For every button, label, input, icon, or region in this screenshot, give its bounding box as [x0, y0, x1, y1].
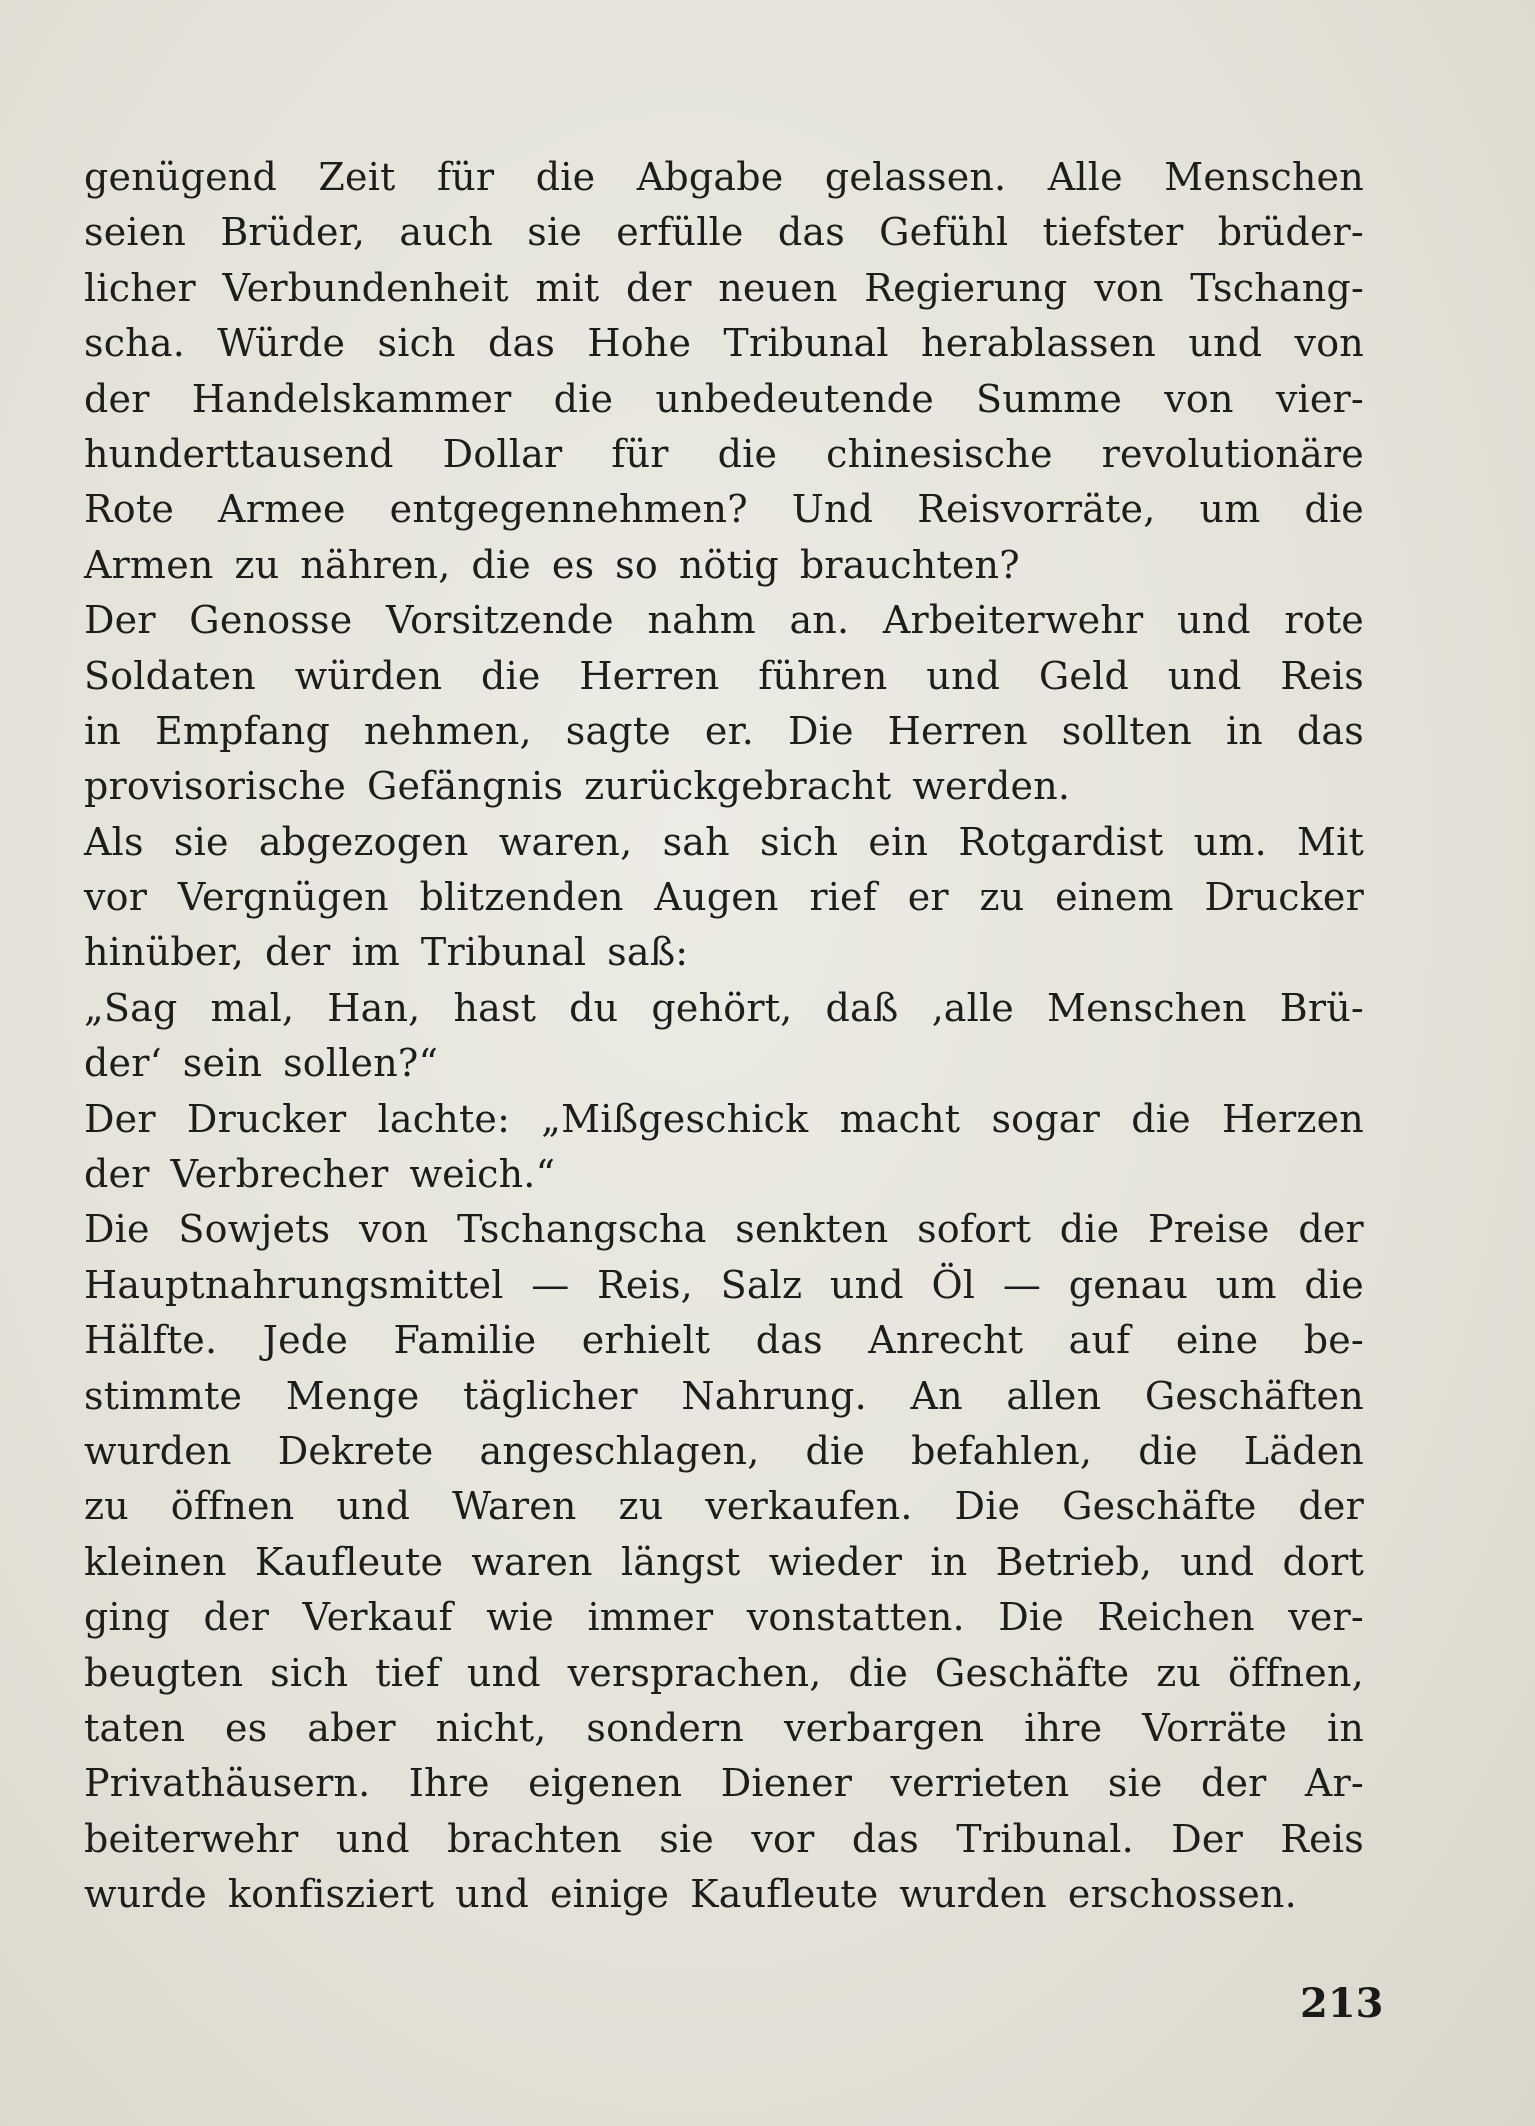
text-line [84, 1036, 1364, 1091]
word: nötig [678, 542, 779, 587]
word: die [481, 653, 541, 698]
word: Der [1171, 1816, 1243, 1861]
word: von [1164, 376, 1234, 421]
word: der‘ [84, 1041, 162, 1086]
word: saß: [607, 930, 689, 975]
word: Herren [887, 708, 1028, 753]
word: von [359, 1207, 429, 1252]
word: rief [809, 875, 878, 920]
word: Menschen [1047, 985, 1247, 1030]
word: Vorsitzende [385, 598, 614, 643]
word: einem [1055, 875, 1174, 920]
word: sie [659, 1816, 714, 1861]
word: es [551, 542, 595, 587]
word: vier- [1275, 376, 1364, 421]
word: sich [760, 819, 839, 864]
body-text [84, 150, 1364, 1923]
word: nähren, [300, 542, 451, 587]
word: die [805, 1428, 866, 1473]
word: Tribunal. [956, 1816, 1134, 1861]
word: rote [1284, 598, 1364, 643]
word: Herzen [1221, 1096, 1364, 1141]
word: Menge [285, 1373, 420, 1418]
word: Regierung [864, 265, 1068, 310]
word: die [717, 431, 778, 476]
word: im [351, 930, 401, 975]
word: eigenen [528, 1761, 683, 1806]
word: die [1304, 487, 1364, 532]
word: Verkauf [302, 1595, 453, 1640]
word: erfülle [616, 210, 744, 255]
word: Reichen [1097, 1595, 1255, 1640]
word: Salz [720, 1262, 803, 1307]
text-line [84, 482, 1364, 537]
word: be- [1303, 1318, 1364, 1363]
word: werden. [912, 764, 1071, 809]
text-line [84, 1756, 1364, 1811]
word: Drucker [186, 1096, 347, 1141]
word: eine [1175, 1318, 1259, 1363]
word: immer [587, 1595, 714, 1640]
word: Waren [452, 1484, 577, 1529]
word: auch [399, 210, 494, 255]
word: Menschen [1164, 155, 1364, 199]
word: kleinen [84, 1539, 227, 1584]
text-line [84, 1867, 1364, 1922]
word: Augen [654, 875, 779, 920]
text-line [84, 150, 1364, 205]
text-line [84, 1812, 1364, 1867]
word: in [1326, 1705, 1364, 1750]
word: Drucker [1204, 875, 1364, 920]
word: befahlen, [911, 1428, 1093, 1473]
word: Armee [218, 487, 346, 532]
word: und [335, 1816, 410, 1861]
word: ver- [1288, 1595, 1364, 1640]
word: sogar [991, 1096, 1100, 1141]
word: um. [1193, 819, 1267, 864]
word: Würde [217, 321, 346, 366]
word: und [1167, 653, 1242, 698]
word: und [466, 1650, 541, 1695]
word: Die [954, 1484, 1021, 1529]
word: wurden [899, 1872, 1047, 1917]
word: stimmte [84, 1373, 243, 1418]
word: sie [173, 819, 229, 864]
word: das [777, 210, 845, 255]
word: genau [1068, 1262, 1189, 1307]
word: sollten [1061, 708, 1193, 753]
word: mit [535, 265, 600, 310]
word: waren [471, 1539, 593, 1584]
word: Geld [1038, 653, 1129, 698]
word: er. [704, 708, 755, 753]
text-line [84, 316, 1364, 371]
word: sich [377, 321, 456, 366]
word: Tribunal [420, 930, 587, 975]
word: sein [182, 1041, 263, 1086]
word: von [1294, 321, 1364, 366]
word: hinüber, [84, 930, 245, 975]
word: sagte [565, 708, 671, 753]
word: Rotgardist [958, 819, 1164, 864]
word: Vergnügen [177, 875, 389, 920]
word: Tschang- [1190, 265, 1364, 310]
word: licher [84, 265, 196, 310]
word: abgezogen [258, 819, 469, 864]
word: An [910, 1373, 963, 1418]
word: die [1138, 1428, 1198, 1473]
word: mal, [210, 985, 295, 1030]
word: in [930, 1539, 968, 1584]
word: sie [1107, 1761, 1163, 1806]
word: Anrecht [868, 1318, 1024, 1363]
word: zu [1156, 1650, 1202, 1695]
word: Dekrete [277, 1428, 434, 1473]
word: Arbeiterwehr [882, 598, 1144, 643]
word: Tribunal [723, 321, 889, 366]
word: Brü- [1279, 985, 1364, 1030]
word: Privathäusern. [84, 1761, 371, 1806]
word: erhielt [581, 1318, 711, 1363]
word: öffnen [170, 1484, 295, 1529]
word: Armen [84, 542, 214, 587]
word: Der [84, 1096, 156, 1141]
text-line [84, 1258, 1364, 1313]
text-line [84, 1202, 1364, 1257]
word: — [1002, 1262, 1042, 1307]
word: so [615, 542, 658, 587]
word: um [1215, 1262, 1277, 1307]
word: du [569, 985, 619, 1030]
word: täglicher [463, 1373, 638, 1418]
word: „Sag [84, 985, 178, 1030]
word: Abgabe [636, 155, 784, 199]
word: wieder [768, 1539, 903, 1584]
word: die [471, 542, 531, 587]
word: brauchten? [799, 542, 1020, 587]
word: Zeit [318, 155, 396, 199]
word: an. [789, 598, 850, 643]
word: nicht, [435, 1705, 547, 1750]
word: verbargen [783, 1705, 985, 1750]
word: Geschäfte [1062, 1484, 1257, 1529]
word: Verbundenheit [222, 265, 509, 310]
word: ‚alle [931, 985, 1014, 1030]
word: konfisziert [227, 1872, 435, 1917]
word: unbedeutende [655, 376, 934, 421]
word: Als [84, 819, 144, 864]
word: sich [270, 1650, 349, 1695]
word: herablassen [921, 321, 1157, 366]
word: ging [84, 1595, 171, 1640]
word: Dollar [442, 431, 563, 476]
word: beugten [84, 1650, 244, 1695]
word: erschossen. [1067, 1872, 1297, 1917]
word: zu [979, 875, 1025, 920]
word: weich.“ [409, 1152, 556, 1197]
word: vonstatten. [746, 1595, 965, 1640]
word: Reis, [597, 1262, 693, 1307]
word: angeschlagen, [479, 1428, 760, 1473]
word: wie [486, 1595, 554, 1640]
word: Betrieb, [995, 1539, 1153, 1584]
word: hunderttausend [84, 431, 394, 476]
word: in [84, 708, 122, 753]
word: „Mißgeschick [541, 1096, 809, 1141]
word: Hälfte. [84, 1318, 218, 1363]
word: lachte: [377, 1096, 511, 1141]
word: es [225, 1705, 268, 1750]
word: der [1298, 1484, 1364, 1529]
word: Diener [720, 1761, 853, 1806]
word: gehört, [651, 985, 793, 1030]
word: dort [1282, 1539, 1364, 1584]
word: Geschäfte [934, 1650, 1130, 1695]
word: — [531, 1262, 570, 1307]
word: Han, [327, 985, 421, 1030]
word: der [84, 1152, 150, 1197]
word: und [1180, 1539, 1255, 1584]
word: der [203, 1595, 270, 1640]
word: vor [751, 1816, 815, 1861]
word: sollen?“ [283, 1041, 439, 1086]
text-line [84, 925, 1364, 980]
word: Ar- [1304, 1761, 1364, 1806]
word: wurden [84, 1428, 232, 1473]
word: Vorräte [1142, 1705, 1288, 1750]
word: verkaufen. [705, 1484, 913, 1529]
word: und [926, 653, 1001, 698]
text-line [84, 593, 1364, 648]
word: der [84, 376, 150, 421]
word: Brüder, [220, 210, 366, 255]
word: der [264, 930, 331, 975]
word: tief [375, 1650, 440, 1695]
word: scha. [84, 321, 185, 366]
word: allen [1006, 1373, 1102, 1418]
word: taten [84, 1705, 186, 1750]
word: die [553, 376, 614, 421]
text-line [84, 759, 1364, 814]
text-line [84, 870, 1364, 925]
word: die [1059, 1207, 1120, 1252]
word: chinesische [826, 431, 1053, 476]
word: zurückgebracht [584, 764, 892, 809]
word: seien [84, 210, 187, 255]
word: in [1225, 708, 1263, 753]
text-line [84, 1590, 1364, 1645]
word: ein [868, 819, 929, 864]
word: längst [620, 1539, 741, 1584]
word: er [907, 875, 949, 920]
word: Kaufleute [690, 1872, 879, 1917]
word: einige [549, 1872, 670, 1917]
text-line [84, 1535, 1364, 1590]
word: Sowjets [178, 1207, 331, 1252]
text-line [84, 1646, 1364, 1701]
word: das [488, 321, 556, 366]
word: Läden [1243, 1428, 1364, 1473]
word: das [1296, 708, 1364, 753]
word: Reisvorräte, [917, 487, 1156, 532]
word: verrieten [890, 1761, 1070, 1806]
word: das [851, 1816, 919, 1861]
word: Gefühl [879, 210, 1009, 255]
text-line [84, 427, 1364, 482]
word: Alle [1047, 155, 1123, 199]
word: ihre [1024, 1705, 1103, 1750]
word: Ihre [408, 1761, 490, 1806]
word: Mit [1297, 819, 1364, 864]
word: Die [788, 708, 854, 753]
word: die [535, 155, 596, 199]
text-line [84, 649, 1364, 704]
word: Tschangscha [457, 1207, 707, 1252]
word: Reis [1280, 1816, 1364, 1861]
text-line [84, 1147, 1364, 1202]
word: Nahrung. [681, 1373, 867, 1418]
word: Soldaten [84, 653, 256, 698]
word: der [626, 265, 692, 310]
word: Und [791, 487, 874, 532]
word: versprachen, [567, 1650, 822, 1695]
text-line [84, 815, 1364, 870]
text-line [84, 1479, 1364, 1534]
word: aber [307, 1705, 396, 1750]
word: sofort [917, 1207, 1032, 1252]
word: sah [662, 819, 730, 864]
word: Die [998, 1595, 1064, 1640]
word: Verbrecher [170, 1152, 389, 1197]
word: entgegennehmen? [389, 487, 748, 532]
word: revolutionäre [1101, 431, 1364, 476]
text-line [84, 1701, 1364, 1756]
word: die [1304, 1262, 1364, 1307]
word: Kaufleute [254, 1539, 444, 1584]
word: Hauptnahrungsmittel [84, 1262, 504, 1307]
word: macht [839, 1096, 961, 1141]
word: blitzenden [419, 875, 624, 920]
text-line [84, 372, 1364, 427]
word: zu [234, 542, 280, 587]
word: die [848, 1650, 909, 1695]
word: auf [1068, 1318, 1131, 1363]
word: und [1176, 598, 1251, 643]
word: hast [453, 985, 537, 1030]
word: das [755, 1318, 823, 1363]
text-line [84, 1092, 1364, 1147]
word: Reis [1280, 653, 1364, 698]
word: vor [84, 875, 148, 920]
word: senkten [735, 1207, 889, 1252]
word: die [1131, 1096, 1191, 1141]
word: Geschäften [1144, 1373, 1364, 1418]
word: brachten [447, 1816, 622, 1861]
word: von [1094, 265, 1164, 310]
word: waren, [498, 819, 633, 864]
word: Summe [976, 376, 1123, 421]
text-line [84, 704, 1364, 759]
word: zu [618, 1484, 664, 1529]
text-line [84, 1369, 1364, 1424]
text-line [84, 1424, 1364, 1479]
word: sondern [586, 1705, 745, 1750]
word: der [1298, 1207, 1364, 1252]
word: zu [84, 1484, 129, 1529]
word: Hohe [587, 321, 692, 366]
word: Der [84, 598, 156, 643]
word: Öl [931, 1262, 976, 1307]
word: führen [758, 653, 888, 698]
word: tiefster [1042, 210, 1184, 255]
text-line [84, 205, 1364, 260]
word: und [1188, 321, 1263, 366]
text-line [84, 261, 1364, 316]
word: neuen [718, 265, 838, 310]
word: Herren [579, 653, 720, 698]
word: und [829, 1262, 904, 1307]
word: für [436, 155, 495, 199]
text-line [84, 981, 1364, 1036]
word: provisorische [84, 764, 347, 809]
word: nehmen, [363, 708, 532, 753]
word: sie [527, 210, 583, 255]
text-line [84, 538, 1364, 593]
word: würden [294, 653, 443, 698]
word: öffnen, [1227, 1650, 1364, 1695]
word: und [336, 1484, 411, 1529]
word: Jede [262, 1318, 349, 1363]
word: Genosse [189, 598, 353, 643]
word: Gefängnis [366, 764, 564, 809]
text-line [84, 1313, 1364, 1368]
word: Preise [1148, 1207, 1270, 1252]
word: Handelskammer [191, 376, 512, 421]
word: beiterwehr [84, 1816, 299, 1861]
word: und [455, 1872, 530, 1917]
word: wurde [84, 1872, 207, 1917]
word: Rote [84, 487, 175, 532]
word: nahm [647, 598, 756, 643]
word: Empfang [154, 708, 330, 753]
word: gelassen. [824, 155, 1007, 199]
word: Die [84, 1207, 150, 1252]
word: genügend [84, 155, 277, 199]
word: der [1200, 1761, 1267, 1806]
word: Familie [393, 1318, 537, 1363]
word: brüder- [1217, 210, 1364, 255]
word: daß [825, 985, 899, 1030]
word: für [611, 431, 669, 476]
word: um [1199, 487, 1261, 532]
page-number: 213 [1300, 1980, 1384, 2027]
